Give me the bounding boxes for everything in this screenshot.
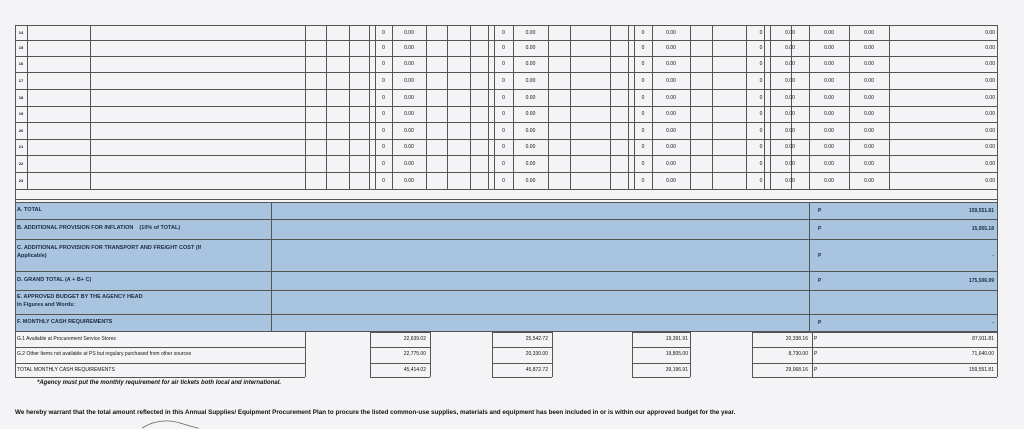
item-cell-qty-q2: 0 xyxy=(502,61,505,67)
item-cell-amt-q1: 0.00 xyxy=(404,177,414,184)
item-cell-amt-q3: 0.00 xyxy=(666,127,676,134)
item-cell-amt-q3: 0.00 xyxy=(666,160,676,167)
item-cell-amt-q1: 0.00 xyxy=(404,94,414,101)
item-cell-price: 0.00 xyxy=(864,61,874,67)
item-cell-no: 14 xyxy=(18,29,24,35)
item-cell-amt-q2: 0.00 xyxy=(525,45,536,51)
item-cell-qty-q1: 0 xyxy=(382,77,385,84)
grid-line xyxy=(492,332,552,333)
item-cell-total-amount: 0.00 xyxy=(985,45,995,51)
cash-row-peso: P xyxy=(814,336,818,342)
cash-row-peso: P xyxy=(814,351,818,357)
item-cell-amt-q4: 0.00 xyxy=(785,177,795,184)
item-cell-qty-q2: 0 xyxy=(502,94,505,101)
cash-row-peso: P xyxy=(814,367,818,373)
cash-row-q4: 29,068.16 xyxy=(785,367,808,373)
c-transport-peso: P xyxy=(818,253,822,259)
item-cell-total-amount: 0.00 xyxy=(985,160,995,167)
item-cell-qty-q4: 0 xyxy=(759,29,763,36)
d-grand-total-peso: P xyxy=(818,278,822,284)
item-cell-amt-q2: 0.00 xyxy=(525,77,536,84)
item-cell-no: 22 xyxy=(18,160,24,166)
grid-line xyxy=(90,25,91,189)
item-cell-qty-q2: 0 xyxy=(502,177,505,184)
item-cell-total-qty: 0.00 xyxy=(824,61,834,67)
item-cell-qty-q1: 0 xyxy=(382,111,385,117)
warrant-statement: We hereby warrant that the total amount reflected in this Annual Supplies/ Equipment Procurement Plan to procure the listed common-use supplies, materials and equipment has been included in or is within our approved budget for the year. xyxy=(15,409,736,416)
f-monthly-label: F. MONTHLY CASH REQUIREMENTS xyxy=(17,319,113,325)
item-cell-amt-q1: 0.00 xyxy=(404,29,414,36)
grid-line xyxy=(997,331,998,377)
grid-line xyxy=(632,332,633,377)
item-cell-amt-q3: 0.00 xyxy=(666,94,676,101)
item-cell-no: 18 xyxy=(18,94,24,100)
item-cell-no: 23 xyxy=(18,177,24,183)
item-cell-qty-q1: 0 xyxy=(382,160,385,167)
grid-line xyxy=(15,331,16,377)
item-cell-qty-q2: 0 xyxy=(502,160,505,167)
cash-row-q2: 25,542.72 xyxy=(525,336,548,342)
item-cell-no: 15 xyxy=(18,45,24,50)
cash-row-q2: 45,872.72 xyxy=(525,367,548,373)
item-cell-amt-q4: 0.00 xyxy=(785,29,795,36)
b-inflation-peso: P xyxy=(818,226,822,232)
item-cell-qty-q3: 0 xyxy=(641,45,645,51)
cash-row-q2: 20,330.00 xyxy=(525,351,548,357)
grid-line xyxy=(488,25,489,189)
item-cell-qty-q1: 0 xyxy=(382,61,385,67)
c-transport-label-1: C. ADDITIONAL PROVISION FOR TRANSPORT AND FREIGHT COST (If xyxy=(17,245,202,251)
grid-line xyxy=(370,363,430,364)
item-cell-qty-q3: 0 xyxy=(641,29,645,36)
grid-line xyxy=(690,332,691,377)
item-cell-qty-q1: 0 xyxy=(382,45,385,51)
item-cell-amt-q2: 0.00 xyxy=(525,61,536,67)
item-cell-price: 0.00 xyxy=(864,127,874,134)
grid-line xyxy=(812,332,813,377)
grid-line xyxy=(15,347,305,348)
cash-row-q1: 22,639.02 xyxy=(403,336,426,342)
item-cell-amt-q4: 0.00 xyxy=(785,111,795,117)
grid-line xyxy=(632,332,690,333)
item-cell-total-qty: 0.00 xyxy=(824,127,834,134)
grid-line xyxy=(492,332,493,377)
grid-line xyxy=(492,377,552,378)
item-cell-total-qty: 0.00 xyxy=(824,160,834,167)
grid-line xyxy=(812,347,997,348)
item-cell-amt-q4: 0.00 xyxy=(785,144,795,150)
item-cell-total-amount: 0.00 xyxy=(985,61,995,67)
item-cell-amt-q1: 0.00 xyxy=(404,127,414,134)
item-cell-amt-q1: 0.00 xyxy=(404,45,414,51)
item-cell-qty-q3: 0 xyxy=(641,77,645,84)
item-cell-amt-q2: 0.00 xyxy=(525,144,536,150)
grid-line xyxy=(690,25,691,189)
item-cell-amt-q4: 0.00 xyxy=(785,160,795,167)
grid-line xyxy=(752,363,812,364)
item-cell-qty-q4: 0 xyxy=(759,177,763,184)
item-cell-qty-q1: 0 xyxy=(382,144,385,150)
item-cell-amt-q2: 0.00 xyxy=(525,29,536,36)
item-cell-total-qty: 0.00 xyxy=(824,45,834,51)
item-cell-qty-q2: 0 xyxy=(502,45,505,51)
grid-line xyxy=(370,377,430,378)
item-cell-no: 19 xyxy=(18,111,24,116)
item-cell-amt-q3: 0.00 xyxy=(666,177,676,184)
item-cell-amt-q3: 0.00 xyxy=(666,29,676,36)
grid-line xyxy=(370,332,371,377)
item-cell-total-amount: 0.00 xyxy=(985,94,995,101)
item-cell-price: 0.00 xyxy=(864,160,874,167)
item-cell-qty-q4: 0 xyxy=(759,127,763,134)
item-cell-amt-q3: 0.00 xyxy=(666,111,676,117)
item-cell-amt-q2: 0.00 xyxy=(525,111,536,117)
grid-line xyxy=(548,25,549,189)
item-cell-amt-q3: 0.00 xyxy=(666,77,676,84)
cash-row-q3: 19,391.91 xyxy=(665,336,688,342)
grid-line xyxy=(746,25,747,189)
item-cell-qty-q3: 0 xyxy=(641,94,645,101)
grid-line xyxy=(305,331,306,377)
item-cell-qty-q4: 0 xyxy=(759,111,763,117)
item-cell-no: 16 xyxy=(18,61,24,66)
item-cell-total-qty: 0.00 xyxy=(824,177,834,184)
grid-line xyxy=(15,199,997,200)
signature-mark xyxy=(140,415,200,429)
item-cell-qty-q4: 0 xyxy=(759,160,763,167)
item-cell-qty-q3: 0 xyxy=(641,111,645,117)
item-cell-qty-q4: 0 xyxy=(759,144,763,150)
grid-line xyxy=(349,25,350,189)
item-cell-qty-q2: 0 xyxy=(502,127,505,134)
item-cell-amt-q4: 0.00 xyxy=(785,94,795,101)
a-total-value: 159,551.81 xyxy=(968,208,994,214)
item-cell-total-amount: 0.00 xyxy=(985,111,995,117)
summary-left-band xyxy=(15,202,809,331)
cash-row-label: TOTAL MONTHLY CASH REQUIREMENTS xyxy=(17,367,115,373)
item-cell-qty-q3: 0 xyxy=(641,144,645,150)
item-cell-amt-q1: 0.00 xyxy=(404,61,414,67)
a-total-label: A. TOTAL xyxy=(17,207,42,213)
grid-line xyxy=(326,25,327,189)
item-cell-total-amount: 0.00 xyxy=(985,29,995,36)
b-inflation-label: B. ADDITIONAL PROVISION FOR INFLATION (10% of TOTAL) xyxy=(17,225,181,231)
item-cell-total-qty: 0.00 xyxy=(824,29,834,36)
e-approved-label-1: E. APPROVED BUDGET BY THE AGENCY HEAD xyxy=(17,294,143,300)
grid-line xyxy=(752,332,812,333)
item-cell-qty-q1: 0 xyxy=(382,94,385,101)
item-cell-qty-q4: 0 xyxy=(759,45,763,51)
item-cell-total-amount: 0.00 xyxy=(985,177,995,184)
grid-line xyxy=(570,25,571,189)
item-cell-qty-q3: 0 xyxy=(641,61,645,67)
d-grand-total-value: 175,506.99 xyxy=(968,278,994,284)
grid-line xyxy=(812,332,997,333)
cash-row-label: G.1 Available at Procurement Service Stores xyxy=(17,336,116,342)
cash-row-q3: 19,805.00 xyxy=(665,351,688,357)
item-cell-amt-q3: 0.00 xyxy=(666,144,676,150)
cash-row-q1: 22,775.00 xyxy=(403,351,426,357)
item-cell-qty-q1: 0 xyxy=(382,127,385,134)
item-cell-price: 0.00 xyxy=(864,111,874,117)
item-cell-amt-q1: 0.00 xyxy=(404,160,414,167)
item-cell-amt-q1: 0.00 xyxy=(404,77,414,84)
item-cell-amt-q3: 0.00 xyxy=(666,45,676,51)
grid-line xyxy=(997,189,998,202)
item-cell-total-qty: 0.00 xyxy=(824,77,834,84)
cash-row-label: G.2 Other Items not available at PS but regulary purchased from other sources xyxy=(17,351,192,357)
grid-line xyxy=(632,377,690,378)
item-cell-total-qty: 0.00 xyxy=(824,94,834,101)
item-cell-qty-q2: 0 xyxy=(502,77,505,84)
item-cell-qty-q4: 0 xyxy=(759,77,763,84)
c-transport-label-2: Applicable) xyxy=(17,253,47,259)
item-cell-amt-q2: 0.00 xyxy=(525,160,536,167)
grid-line xyxy=(447,25,448,189)
grid-line xyxy=(370,347,430,348)
grid-line xyxy=(15,189,16,202)
cash-row-total: 71,640.00 xyxy=(971,351,994,357)
grid-line xyxy=(628,25,629,189)
d-grand-total-label: D. GRAND TOTAL (A + B+ C) xyxy=(17,277,92,283)
grid-line xyxy=(370,332,430,333)
cash-row-total: 159,551.81 xyxy=(968,367,994,373)
cash-row-q1: 45,414.02 xyxy=(403,367,426,373)
item-cell-amt-q4: 0.00 xyxy=(785,45,795,51)
grid-line xyxy=(470,25,471,189)
grid-line xyxy=(15,189,997,190)
item-cell-qty-q2: 0 xyxy=(502,29,505,36)
item-cell-price: 0.00 xyxy=(864,177,874,184)
grid-line xyxy=(752,377,812,378)
item-cell-qty-q2: 0 xyxy=(502,144,505,150)
item-cell-price: 0.00 xyxy=(864,45,874,51)
item-cell-amt-q2: 0.00 xyxy=(525,94,536,101)
item-cell-amt-q4: 0.00 xyxy=(785,127,795,134)
air-ticket-note: *Agency must put the monthly requirement for air tickets both local and international. xyxy=(37,380,282,386)
item-cell-amt-q1: 0.00 xyxy=(404,144,414,150)
grid-line xyxy=(812,377,997,378)
item-cell-amt-q4: 0.00 xyxy=(785,61,795,67)
grid-line xyxy=(997,25,998,189)
cash-row-q4: 8,730.00 xyxy=(788,351,808,357)
grid-line xyxy=(552,332,553,377)
item-cell-total-amount: 0.00 xyxy=(985,127,995,134)
grid-line xyxy=(492,363,552,364)
grid-line xyxy=(812,363,997,364)
item-cell-amt-q1: 0.00 xyxy=(404,111,414,117)
item-cell-no: 20 xyxy=(18,127,24,133)
item-cell-qty-q1: 0 xyxy=(382,177,385,184)
item-cell-qty-q2: 0 xyxy=(502,111,505,117)
item-cell-price: 0.00 xyxy=(864,144,874,150)
f-monthly-peso: P xyxy=(818,320,822,326)
item-cell-amt-q4: 0.00 xyxy=(785,77,795,84)
grid-line xyxy=(369,25,370,189)
item-cell-no: 21 xyxy=(18,144,24,149)
summary-right-band xyxy=(809,202,997,331)
item-cell-qty-q4: 0 xyxy=(759,94,763,101)
item-cell-total-amount: 0.00 xyxy=(985,144,995,150)
grid-line xyxy=(632,347,690,348)
cash-row-total: 87,911.81 xyxy=(972,336,994,342)
grid-line xyxy=(305,25,306,189)
item-cell-amt-q2: 0.00 xyxy=(525,127,536,134)
grid-line xyxy=(426,25,427,189)
c-transport-value: - xyxy=(992,253,994,259)
cash-row-q3: 39,196.91 xyxy=(665,367,688,373)
item-cell-price: 0.00 xyxy=(864,94,874,101)
f-monthly-value: - xyxy=(992,320,994,326)
item-cell-qty-q3: 0 xyxy=(641,177,645,184)
item-cell-qty-q3: 0 xyxy=(641,127,645,134)
grid-line xyxy=(430,332,431,377)
grid-line xyxy=(712,25,713,189)
item-cell-amt-q2: 0.00 xyxy=(525,177,536,184)
grid-line xyxy=(27,25,28,189)
item-cell-total-qty: 0.00 xyxy=(824,144,834,150)
grid-line xyxy=(752,347,812,348)
grid-line xyxy=(632,363,690,364)
item-cell-price: 0.00 xyxy=(864,29,874,36)
grid-line xyxy=(492,347,552,348)
cash-row-q4: 20,338.16 xyxy=(785,336,808,342)
item-cell-price: 0.00 xyxy=(864,77,874,84)
grid-line xyxy=(752,332,753,377)
item-cell-total-qty: 0.00 xyxy=(824,111,834,117)
item-cell-no: 17 xyxy=(18,77,24,83)
grid-line xyxy=(610,25,611,189)
grid-line xyxy=(15,363,305,364)
e-approved-label-2: In Figures and Words: xyxy=(17,302,75,308)
item-cell-total-amount: 0.00 xyxy=(985,77,995,84)
grid-line xyxy=(15,377,305,378)
item-cell-qty-q4: 0 xyxy=(759,61,763,67)
b-inflation-value: 15,955.18 xyxy=(971,226,994,232)
a-total-peso: P xyxy=(818,208,822,214)
item-cell-qty-q1: 0 xyxy=(382,29,385,36)
item-cell-amt-q3: 0.00 xyxy=(666,61,676,67)
item-cell-qty-q3: 0 xyxy=(641,160,645,167)
